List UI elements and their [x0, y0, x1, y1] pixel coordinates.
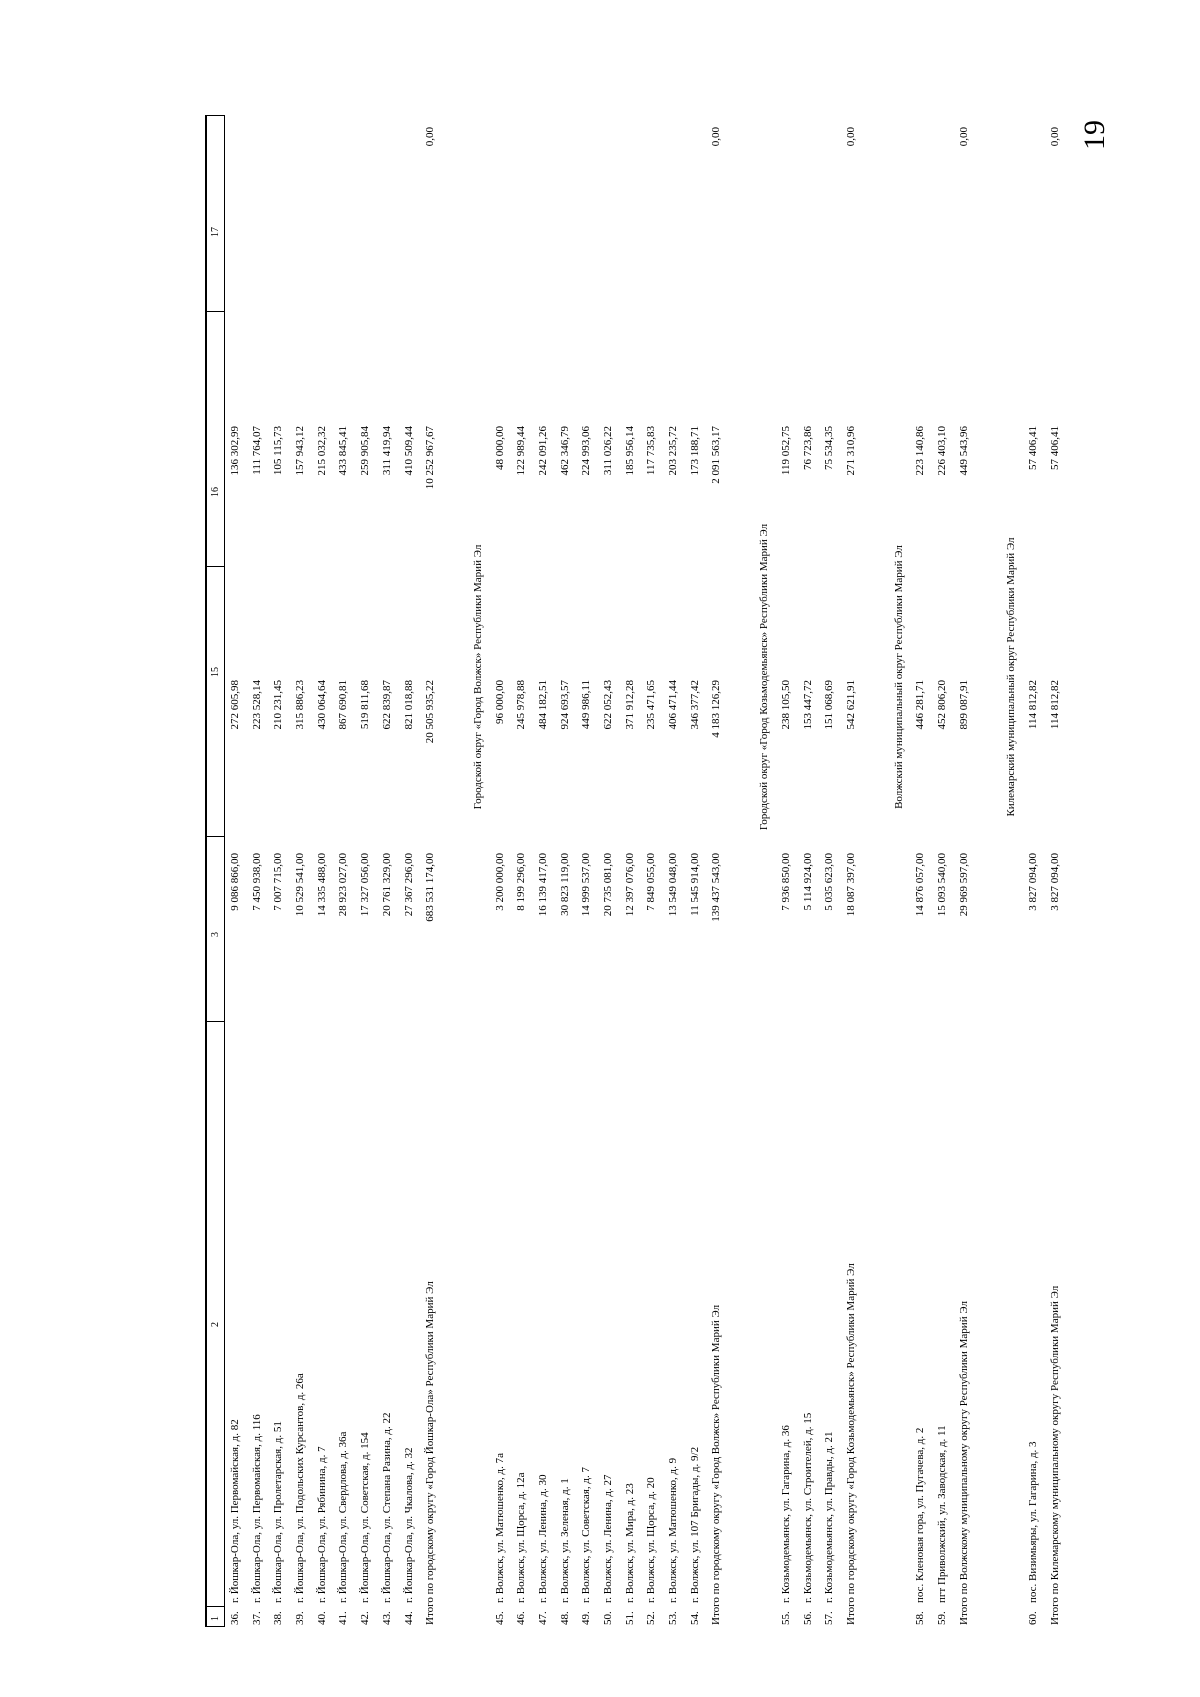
row-address: г. Волжск, ул. Советская, д. 7	[580, 1467, 593, 1603]
section-gap	[442, 115, 468, 1627]
section-gap	[863, 115, 889, 1627]
table-row	[333, 115, 355, 1627]
row-number: 46.	[515, 1611, 528, 1625]
total-value-17: 0,00	[844, 127, 857, 147]
total-cost: 29 969 597,00	[957, 853, 970, 917]
row-value-16: 242 091,26	[536, 426, 549, 476]
row-value-15: 821 018,88	[402, 680, 415, 730]
row-value-16: 224 993,06	[580, 426, 593, 476]
table-row	[798, 115, 820, 1627]
table-row	[511, 115, 533, 1627]
row-number: 50.	[602, 1611, 614, 1625]
row-value-16: 410 509,44	[402, 426, 415, 476]
table-row	[377, 115, 399, 1627]
row-address: г. Йошкар-Ола, ул. Степана Разина, д. 22	[380, 1412, 393, 1603]
table-row	[932, 115, 954, 1627]
row-cost: 16 139 417,00	[536, 853, 549, 917]
row-cost: 30 823 119,00	[558, 853, 571, 916]
row-value-16: 122 989,44	[515, 426, 528, 476]
row-address: г. Волжск, ул. Ленина, д. 30	[536, 1474, 549, 1603]
row-value-16: 119 052,75	[779, 426, 792, 476]
section-title: Килемарский муниципальный округ Республики Марий Эл	[1005, 537, 1018, 817]
total-value-15: 4 183 126,29	[710, 680, 723, 738]
row-cost: 7 450 938,00	[250, 853, 263, 911]
header-col-16: 16	[210, 487, 221, 497]
row-address: г. Волжск, ул. Ленина, д. 27	[602, 1474, 614, 1603]
total-value-17: 0,00	[710, 127, 723, 147]
row-cost: 14 335 488,00	[315, 853, 328, 917]
row-address: г. Йошкар-Ола, ул. Первомайская, д. 116	[250, 1414, 263, 1603]
section-gap	[728, 115, 754, 1627]
total-value-16: 57 406,41	[1048, 426, 1061, 470]
header-col-1: 1	[210, 1616, 221, 1621]
table-row	[576, 115, 598, 1627]
total-value-15: 20 505 935,22	[424, 680, 437, 744]
total-label: Итого по Волжскому муниципальному округу Республики Марий Эл	[957, 1301, 970, 1625]
row-value-15: 446 281,71	[914, 680, 927, 730]
section-title: Городской округ «Город Волжск» Республики Марий Эл	[471, 544, 484, 810]
total-row	[1045, 115, 1067, 1627]
row-address: г. Волжск, ул. Зеленая, д. 1	[558, 1478, 571, 1603]
row-value-15: 223 528,14	[250, 680, 263, 730]
total-value-16: 271 310,96	[844, 426, 857, 476]
header-col-15: 15	[210, 667, 221, 677]
header-col-3: 3	[210, 932, 221, 937]
row-number: 43.	[380, 1611, 393, 1625]
row-number: 42.	[359, 1611, 372, 1625]
row-number: 48.	[558, 1611, 571, 1625]
row-cost: 10 529 541,00	[294, 853, 307, 917]
row-number: 47.	[536, 1611, 549, 1625]
total-value-16: 449 543,96	[957, 426, 970, 476]
row-address: г. Козьмодемьянск, ул. Правды, д. 21	[823, 1431, 836, 1603]
row-cost: 13 549 048,00	[667, 853, 680, 917]
row-number: 57.	[823, 1611, 836, 1625]
row-number: 38.	[272, 1611, 285, 1625]
section-title-row	[468, 115, 490, 1627]
rotated-sheet	[0, 57, 1200, 1697]
row-value-15: 622 052,43	[602, 680, 614, 730]
table-row	[598, 115, 620, 1627]
row-value-16: 215 032,32	[315, 426, 328, 476]
total-label: Итого по городскому округу «Город Козьмодемьянск» Республики Марий Эл	[844, 1263, 857, 1625]
row-number: 60.	[1027, 1611, 1039, 1625]
row-number: 39.	[294, 1611, 307, 1625]
row-cost: 8 199 296,00	[515, 853, 528, 911]
row-cost: 3 827 094,00	[1027, 853, 1039, 911]
row-value-15: 114 812,82	[1027, 680, 1039, 730]
section-title-row	[889, 115, 911, 1627]
table-row	[268, 115, 290, 1627]
row-address: г. Йошкар-Ола, ул. Подольских Курсантов, д. 26а	[294, 1373, 307, 1603]
table-row	[490, 115, 512, 1627]
row-value-16: 57 406,41	[1027, 426, 1039, 470]
row-cost: 7 849 055,00	[645, 853, 658, 911]
row-value-15: 406 471,44	[667, 680, 680, 730]
total-value-15: 899 087,91	[957, 680, 970, 730]
section-title: Городской округ «Город Козьмодемьянск» Республики Марий Эл	[758, 523, 771, 831]
header-col-17: 17	[210, 227, 221, 237]
row-value-16: 136 302,99	[229, 426, 241, 476]
row-cost: 7 936 850,00	[779, 853, 792, 911]
row-value-15: 371 912,28	[623, 680, 636, 730]
row-cost: 12 397 076,00	[623, 853, 636, 917]
row-number: 56.	[801, 1611, 814, 1625]
total-row	[841, 115, 863, 1627]
row-cost: 28 923 027,00	[337, 853, 350, 917]
row-cost: 20 761 329,00	[380, 853, 393, 917]
row-value-16: 117 735,83	[645, 426, 658, 476]
table-row	[555, 115, 577, 1627]
total-cost: 683 531 174,00	[424, 853, 437, 922]
row-number: 51.	[623, 1611, 636, 1625]
table-header	[205, 115, 225, 1627]
section-gap	[975, 115, 1001, 1627]
table-row	[910, 115, 932, 1627]
table-row	[1023, 115, 1045, 1627]
table-row	[312, 115, 334, 1627]
table-row	[247, 115, 269, 1627]
total-value-15: 114 812,82	[1048, 680, 1061, 730]
row-value-16: 311 419,94	[380, 426, 393, 476]
row-address: г. Йошкар-Ола, ул. Чкалова, д. 32	[402, 1447, 415, 1603]
total-cost: 18 087 397,00	[844, 853, 857, 917]
row-value-16: 48 000,00	[493, 426, 506, 470]
total-value-17: 0,00	[957, 127, 970, 147]
row-address: г. Волжск, ул. 107 Бригады, д. 9/2	[688, 1446, 701, 1603]
row-value-15: 238 105,50	[779, 680, 792, 730]
row-number: 36.	[229, 1611, 241, 1625]
table-row	[620, 115, 642, 1627]
row-value-16: 157 943,12	[294, 426, 307, 476]
row-value-16: 226 403,10	[935, 426, 948, 476]
row-cost: 9 086 866,00	[229, 853, 241, 911]
row-value-15: 449 986,11	[580, 680, 593, 730]
row-address: пос. Кленовая гора, ул. Пугачева, д. 2	[914, 1427, 927, 1603]
table-row	[290, 115, 312, 1627]
row-cost: 11 545 914,00	[688, 853, 701, 916]
row-value-16: 185 956,14	[623, 426, 636, 476]
row-address: пос. Визимьяры, ул. Гагарина, д. 3	[1027, 1441, 1039, 1603]
row-value-16: 433 845,41	[337, 426, 350, 476]
total-cost: 139 437 543,00	[710, 853, 723, 922]
row-address: г. Козьмодемьянск, ул. Гагарина, д. 36	[779, 1425, 792, 1603]
budget-table	[205, 115, 1066, 1627]
header-col-2: 2	[210, 1322, 221, 1327]
total-row	[954, 115, 976, 1627]
row-value-15: 235 471,65	[645, 680, 658, 730]
row-value-15: 867 690,81	[337, 680, 350, 730]
row-address: г. Волжск, ул. Щорса, д. 12а	[515, 1472, 528, 1603]
section-title: Волжский муниципальный округ Республики Марий Эл	[892, 545, 905, 809]
row-cost: 7 007 715,00	[272, 853, 285, 911]
row-value-16: 111 764,07	[250, 426, 263, 475]
table-row	[399, 115, 421, 1627]
total-row	[706, 115, 728, 1627]
row-address: г. Йошкар-Ола, ул. Советская, д. 154	[359, 1432, 372, 1603]
row-value-16: 311 026,22	[602, 426, 614, 476]
table-row	[355, 115, 377, 1627]
row-value-15: 245 978,88	[515, 680, 528, 730]
row-value-16: 203 235,72	[667, 426, 680, 476]
row-number: 45.	[493, 1611, 506, 1625]
row-cost: 14 999 537,00	[580, 853, 593, 917]
total-value-17: 0,00	[424, 127, 437, 147]
row-value-16: 75 534,35	[823, 426, 836, 470]
row-value-16: 223 140,86	[914, 426, 927, 476]
row-cost: 27 367 296,00	[402, 853, 415, 917]
row-value-15: 452 806,20	[935, 680, 948, 730]
total-value-16: 10 252 967,67	[424, 426, 437, 490]
row-number: 53.	[667, 1611, 680, 1625]
row-value-15: 210 231,45	[272, 680, 285, 730]
row-number: 58.	[914, 1611, 927, 1625]
row-address: пгт Приволжский, ул. Заводская, д. 11	[935, 1425, 948, 1603]
row-address: г. Йошкар-Ола, ул. Рябинина, д. 7	[315, 1446, 328, 1603]
total-value-16: 2 091 563,17	[710, 426, 723, 484]
row-value-15: 484 182,51	[536, 680, 549, 730]
row-number: 41.	[337, 1611, 350, 1625]
row-value-16: 105 115,73	[272, 426, 285, 476]
row-value-15: 315 886,23	[294, 680, 307, 730]
row-cost: 5 114 924,00	[801, 853, 814, 911]
table-row	[685, 115, 707, 1627]
table-row	[776, 115, 798, 1627]
row-cost: 3 200 000,00	[493, 853, 506, 911]
row-address: г. Волжск, ул. Мира, д. 23	[623, 1483, 636, 1603]
row-address: г. Волжск, ул. Матюшенко, д. 9	[667, 1457, 680, 1603]
table-body	[225, 115, 1066, 1627]
row-value-16: 173 188,71	[688, 426, 701, 476]
row-address: г. Йошкар-Ола, ул. Свердлова, д. 36а	[337, 1431, 350, 1603]
row-value-15: 96 000,00	[493, 680, 506, 724]
row-value-15: 924 693,57	[558, 680, 571, 730]
total-label: Итого по городскому округу «Город Волжск» Республики Марий Эл	[710, 1304, 723, 1625]
row-value-15: 346 377,42	[688, 680, 701, 730]
row-number: 55.	[779, 1611, 792, 1625]
row-value-16: 76 723,86	[801, 426, 814, 470]
table-row	[533, 115, 555, 1627]
total-row	[420, 115, 442, 1627]
page-number: 19	[1078, 120, 1111, 150]
row-value-15: 622 839,87	[380, 680, 393, 730]
section-title-row	[1001, 115, 1023, 1627]
row-number: 49.	[580, 1611, 593, 1625]
row-value-15: 519 811,68	[359, 680, 372, 730]
total-label: Итого по городскому округу «Город Йошкар-Ола» Республики Марий Эл	[424, 1281, 437, 1625]
row-cost: 14 876 057,00	[914, 853, 927, 917]
total-cost: 3 827 094,00	[1048, 853, 1061, 911]
row-number: 37.	[250, 1611, 263, 1625]
table-row	[819, 115, 841, 1627]
row-value-15: 151 068,69	[823, 680, 836, 730]
row-address: г. Йошкар-Ола, ул. Первомайская, д. 82	[229, 1419, 241, 1603]
row-value-15: 153 447,72	[801, 680, 814, 730]
row-number: 40.	[315, 1611, 328, 1625]
row-value-15: 272 605,98	[229, 680, 241, 730]
table-row	[225, 115, 247, 1627]
row-value-15: 430 064,64	[315, 680, 328, 730]
row-number: 52.	[645, 1611, 658, 1625]
row-address: г. Козьмодемьянск, ул. Строителей, д. 15	[801, 1412, 814, 1603]
total-value-17: 0,00	[1048, 127, 1061, 147]
row-value-16: 462 346,79	[558, 426, 571, 476]
total-value-15: 542 621,91	[844, 680, 857, 730]
section-title-row	[754, 115, 776, 1627]
total-label: Итого по Килемарскому муниципальному округу Республики Марий Эл	[1048, 1285, 1061, 1625]
row-value-16: 259 905,84	[359, 426, 372, 476]
table-row	[641, 115, 663, 1627]
row-number: 59.	[935, 1611, 948, 1625]
table-row	[663, 115, 685, 1627]
row-cost: 17 327 056,00	[359, 853, 372, 917]
row-address: г. Волжск, ул. Щорса, д. 20	[645, 1477, 658, 1603]
row-address: г. Волжск, ул. Матюшенко, д. 7а	[493, 1453, 506, 1603]
row-cost: 5 035 623,00	[823, 853, 836, 911]
row-number: 44.	[402, 1611, 415, 1625]
row-cost: 20 735 081,00	[602, 853, 614, 917]
row-number: 54.	[688, 1611, 701, 1625]
row-address: г. Йошкар-Ола, ул. Пролетарская, д. 51	[272, 1421, 285, 1603]
row-cost: 15 093 540,00	[935, 853, 948, 917]
